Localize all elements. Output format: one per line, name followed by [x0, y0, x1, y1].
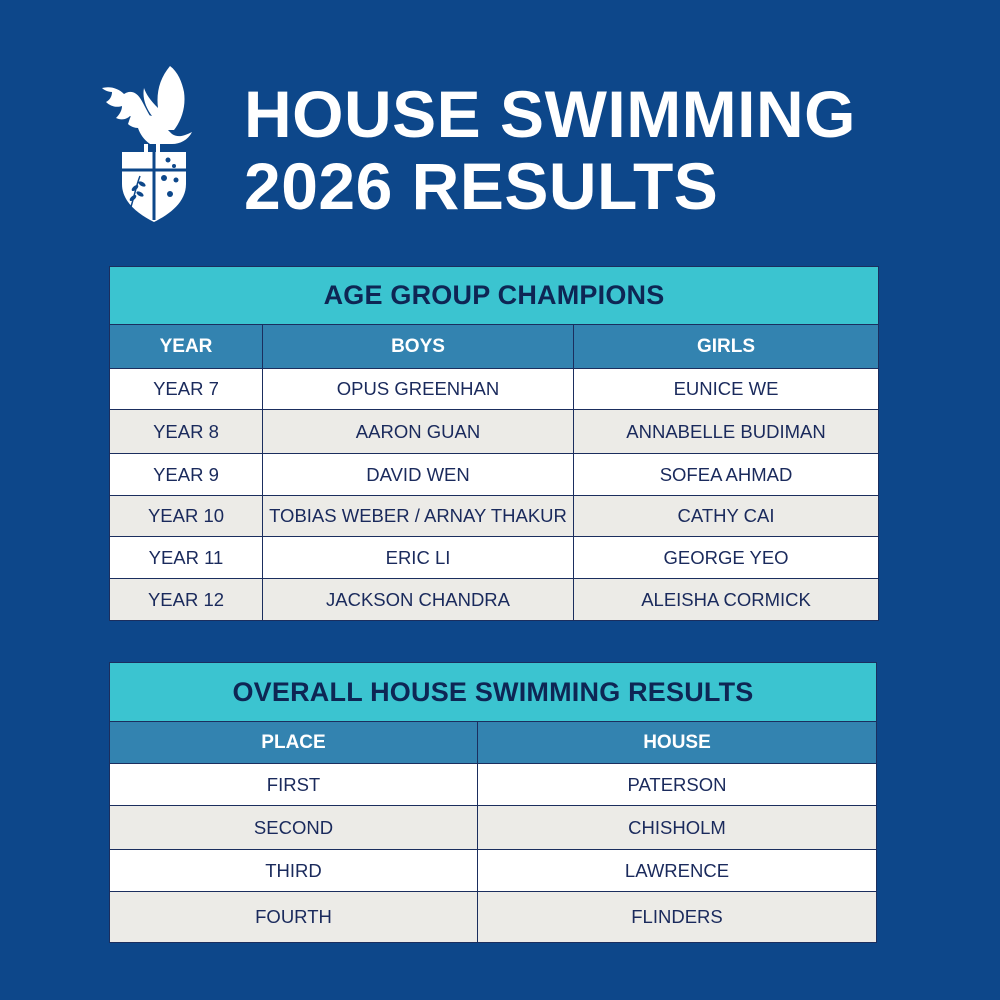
- title-line-1: HOUSE SWIMMING: [244, 77, 856, 151]
- column-header-house: HOUSE: [478, 722, 877, 764]
- place-cell: FOURTH: [110, 892, 478, 943]
- column-header-place: PLACE: [110, 722, 478, 764]
- page-title: [244, 78, 856, 222]
- girls-cell: ALEISHA CORMICK: [574, 579, 879, 621]
- title-line-2: 2026 RESULTS: [244, 149, 719, 223]
- overall-house-results-table: [109, 662, 877, 943]
- girls-cell: GEORGE YEO: [574, 537, 879, 579]
- place-cell: SECOND: [110, 806, 478, 850]
- column-header-boys: BOYS: [263, 325, 574, 369]
- boys-cell: TOBIAS WEBER / ARNAY THAKUR: [263, 496, 574, 537]
- column-header-year: YEAR: [110, 325, 263, 369]
- year-cell: YEAR 9: [110, 454, 263, 496]
- year-cell: YEAR 10: [110, 496, 263, 537]
- girls-cell: ANNABELLE BUDIMAN: [574, 410, 879, 454]
- year-cell: YEAR 7: [110, 369, 263, 410]
- house-cell: PATERSON: [478, 764, 877, 806]
- house-cell: CHISHOLM: [478, 806, 877, 850]
- girls-cell: EUNICE WE: [574, 369, 879, 410]
- table-row: [110, 850, 877, 892]
- table-row: [110, 764, 877, 806]
- column-header-girls: GIRLS: [574, 325, 879, 369]
- age-group-champions-table: [109, 266, 879, 621]
- table-row: [110, 454, 879, 496]
- table-row: [110, 496, 879, 537]
- overall-results-heading: OVERALL HOUSE SWIMMING RESULTS: [110, 663, 877, 722]
- table-row: [110, 537, 879, 579]
- boys-cell: ERIC LI: [263, 537, 574, 579]
- girls-cell: CATHY CAI: [574, 496, 879, 537]
- year-cell: YEAR 8: [110, 410, 263, 454]
- table-row: [110, 369, 879, 410]
- table-row: [110, 806, 877, 850]
- eagle-shield-crest-icon: [100, 64, 196, 224]
- table-row: [110, 892, 877, 943]
- table-row: [110, 579, 879, 621]
- house-cell: LAWRENCE: [478, 850, 877, 892]
- boys-cell: OPUS GREENHAN: [263, 369, 574, 410]
- year-cell: YEAR 11: [110, 537, 263, 579]
- girls-cell: SOFEA AHMAD: [574, 454, 879, 496]
- place-cell: FIRST: [110, 764, 478, 806]
- place-cell: THIRD: [110, 850, 478, 892]
- house-cell: FLINDERS: [478, 892, 877, 943]
- age-group-heading: AGE GROUP CHAMPIONS: [110, 267, 879, 325]
- table-row: [110, 410, 879, 454]
- boys-cell: AARON GUAN: [263, 410, 574, 454]
- year-cell: YEAR 12: [110, 579, 263, 621]
- boys-cell: JACKSON CHANDRA: [263, 579, 574, 621]
- boys-cell: DAVID WEN: [263, 454, 574, 496]
